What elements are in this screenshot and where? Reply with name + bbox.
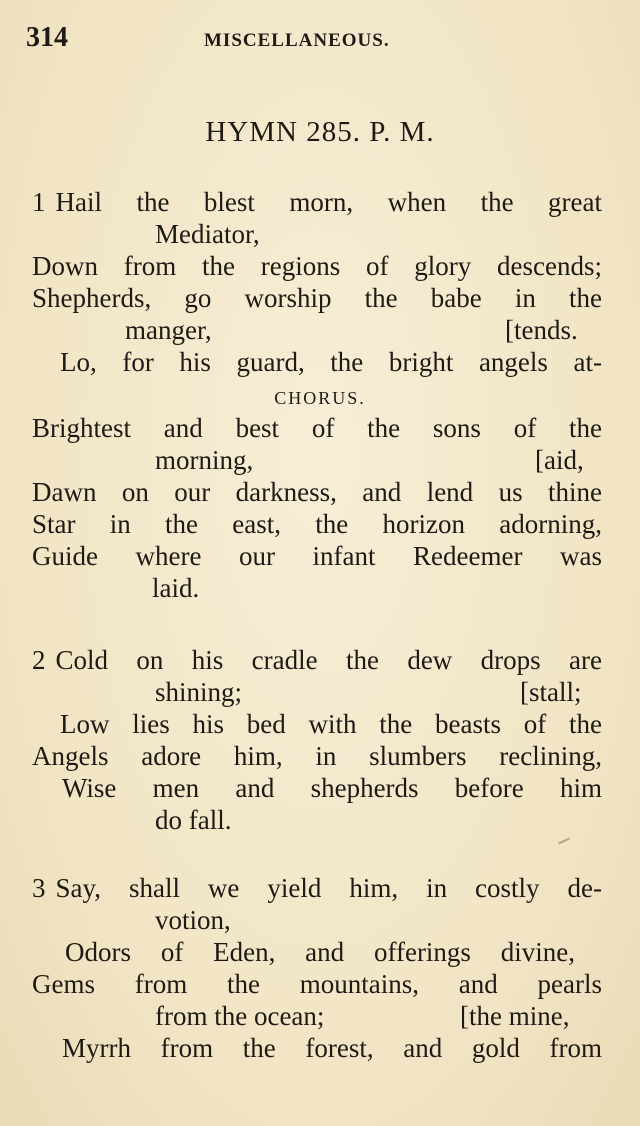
chorus-label: CHORUS.	[274, 388, 366, 408]
verse-1-line-6: Lo, for his guard, the bright angels at-	[60, 347, 602, 377]
verse-number: 2	[32, 645, 46, 675]
verse-3-line-2: votion,	[155, 905, 231, 935]
verse-3-line-5: from the ocean;	[155, 1001, 325, 1031]
verse-1-turnover: [tends.	[505, 315, 578, 345]
verse-2-line-6: do fall.	[155, 805, 232, 835]
running-head: MISCELLANEOUS.	[204, 30, 390, 51]
verse-2-line-2: shining;	[155, 677, 243, 707]
verse-1-line-2: Mediator,	[155, 219, 260, 249]
verse-number: 3	[32, 873, 46, 903]
verse-3-line-4: Gems from the mountains, and pearls	[32, 969, 602, 999]
chorus-line-2: morning,	[155, 445, 254, 475]
verse-3-line-3: Odors of Eden, and offerings divine,	[65, 937, 575, 967]
verse-1-line-3: Down from the regions of glory descends;	[32, 251, 602, 281]
verse-number: 1	[32, 187, 46, 217]
verse-2-line-1: 2 Cold on his cradle the dew drops are	[32, 645, 602, 675]
verse-2-line-5: Wise men and shepherds before him	[62, 773, 602, 803]
verse-3-line-6: Myrrh from the forest, and gold from	[62, 1033, 602, 1063]
verse-3-line-1: 3 Say, shall we yield him, in costly de-	[32, 873, 602, 903]
chorus-line-6: laid.	[152, 573, 200, 603]
chorus-line-5: Guide where our infant Redeemer was	[32, 541, 602, 571]
chorus-line-1: Brightest and best of the sons of the	[32, 413, 602, 443]
verse-1-line-4: Shepherds, go worship the babe in the	[32, 283, 602, 313]
chorus-line-3: Dawn on our darkness, and lend us thine	[32, 477, 602, 507]
hymn-title: HYMN 285. P. M.	[205, 116, 435, 148]
page-number: 314	[26, 22, 68, 53]
verse-1-line-5: manger,	[125, 315, 212, 345]
page-header	[26, 22, 610, 62]
paper-blemish	[558, 838, 570, 845]
verse-2-line-3: Low lies his bed with the beasts of the	[60, 709, 602, 739]
verse-2-turnover: [stall;	[520, 677, 582, 707]
verse-1-line-1: 1 Hail the blest morn, when the great	[32, 187, 602, 217]
verse-2-line-4: Angels adore him, in slumbers reclining,	[32, 741, 602, 771]
chorus-turnover: [aid,	[535, 445, 584, 475]
verse-3-turnover: [the mine,	[460, 1001, 570, 1031]
chorus-line-4: Star in the east, the horizon adorning,	[32, 509, 602, 539]
